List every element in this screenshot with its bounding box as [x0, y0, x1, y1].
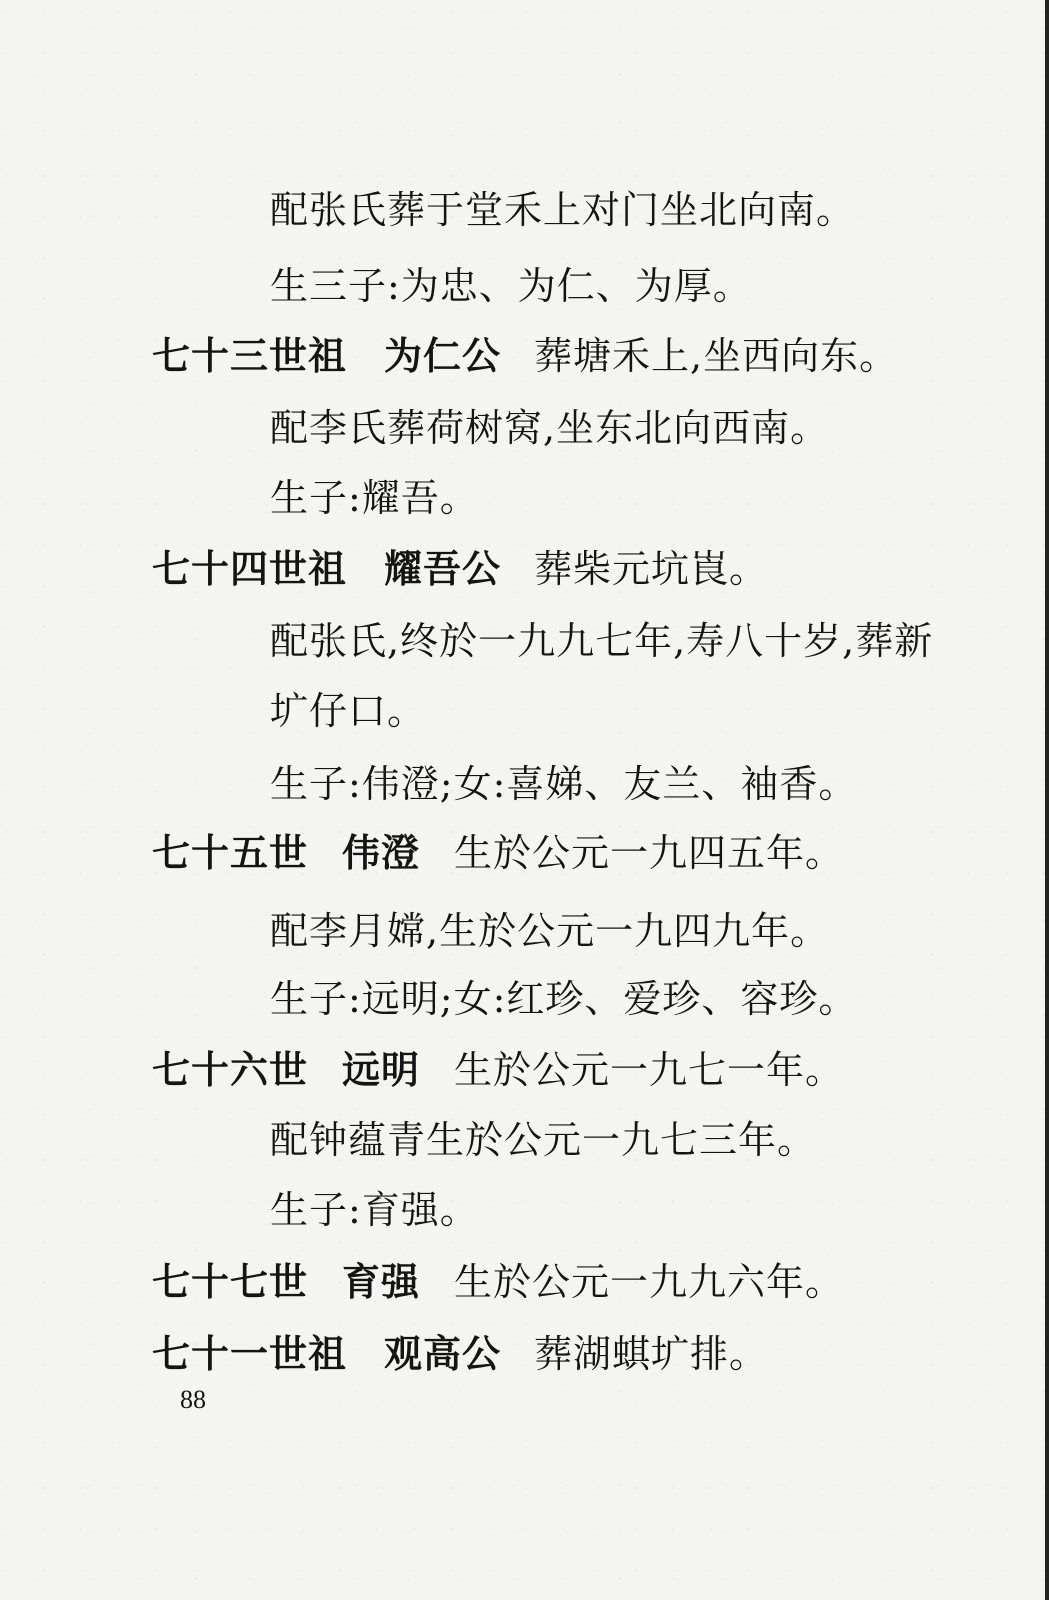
text-line: 生子:远明;女:红珍、爱珍、容珍。: [270, 977, 858, 1021]
entry-description: 生於公元一九七一年。: [454, 1048, 845, 1092]
text-line: 配张氏,终於一九九七年,寿八十岁,葬新: [270, 619, 934, 663]
text-line: 配李氏葬荷树窝,坐东北向西南。: [270, 406, 830, 450]
entry-description: 葬湖蜞圹排。: [534, 1332, 769, 1376]
entry-description: 葬塘禾上,坐西向东。: [534, 334, 899, 378]
text-line: 生三子:为忠、为仁、为厚。: [270, 264, 752, 308]
text-line: 生子:伟澄;女:喜娣、友兰、袖香。: [270, 762, 858, 806]
genealogy-entry: [152, 1330, 768, 1378]
genealogy-entry: [152, 332, 898, 380]
text-line: 配张氏葬于堂禾上对门坐北向南。: [270, 188, 856, 232]
genealogy-entry: [152, 1258, 844, 1306]
generation-label: 七十五世: [152, 831, 309, 875]
text-line: 配李月嫦,生於公元一九四九年。: [270, 909, 830, 953]
genealogy-entry: [152, 545, 768, 593]
text-line: 生子:育强。: [270, 1188, 479, 1232]
text-line: 圹仔口。: [270, 689, 427, 733]
genealogy-entry: [152, 829, 844, 877]
generation-label: 七十四世祖: [152, 547, 348, 591]
genealogy-entry: [152, 1046, 844, 1094]
entry-description: 生於公元一九九六年。: [454, 1260, 845, 1304]
ancestor-name: 伟澄: [342, 831, 421, 875]
generation-label: 七十三世祖: [152, 334, 348, 378]
entry-description: 葬柴元坑崀。: [534, 547, 769, 591]
page-number: 88: [180, 1385, 206, 1414]
generation-label: 七十一世祖: [152, 1332, 348, 1376]
ancestor-name: 远明: [342, 1048, 421, 1092]
generation-label: 七十六世: [152, 1048, 309, 1092]
entry-description: 生於公元一九四五年。: [454, 831, 845, 875]
text-line: 配钟蕴青生於公元一九七三年。: [270, 1118, 817, 1162]
ancestor-name: 为仁公: [384, 334, 502, 378]
ancestor-name: 育强: [342, 1260, 421, 1304]
generation-label: 七十七世: [152, 1260, 309, 1304]
ancestor-name: 耀吾公: [384, 547, 502, 591]
ancestor-name: 观高公: [384, 1332, 502, 1376]
text-line: 生子:耀吾。: [270, 476, 479, 520]
page-edge-shadow: [1045, 0, 1049, 1600]
